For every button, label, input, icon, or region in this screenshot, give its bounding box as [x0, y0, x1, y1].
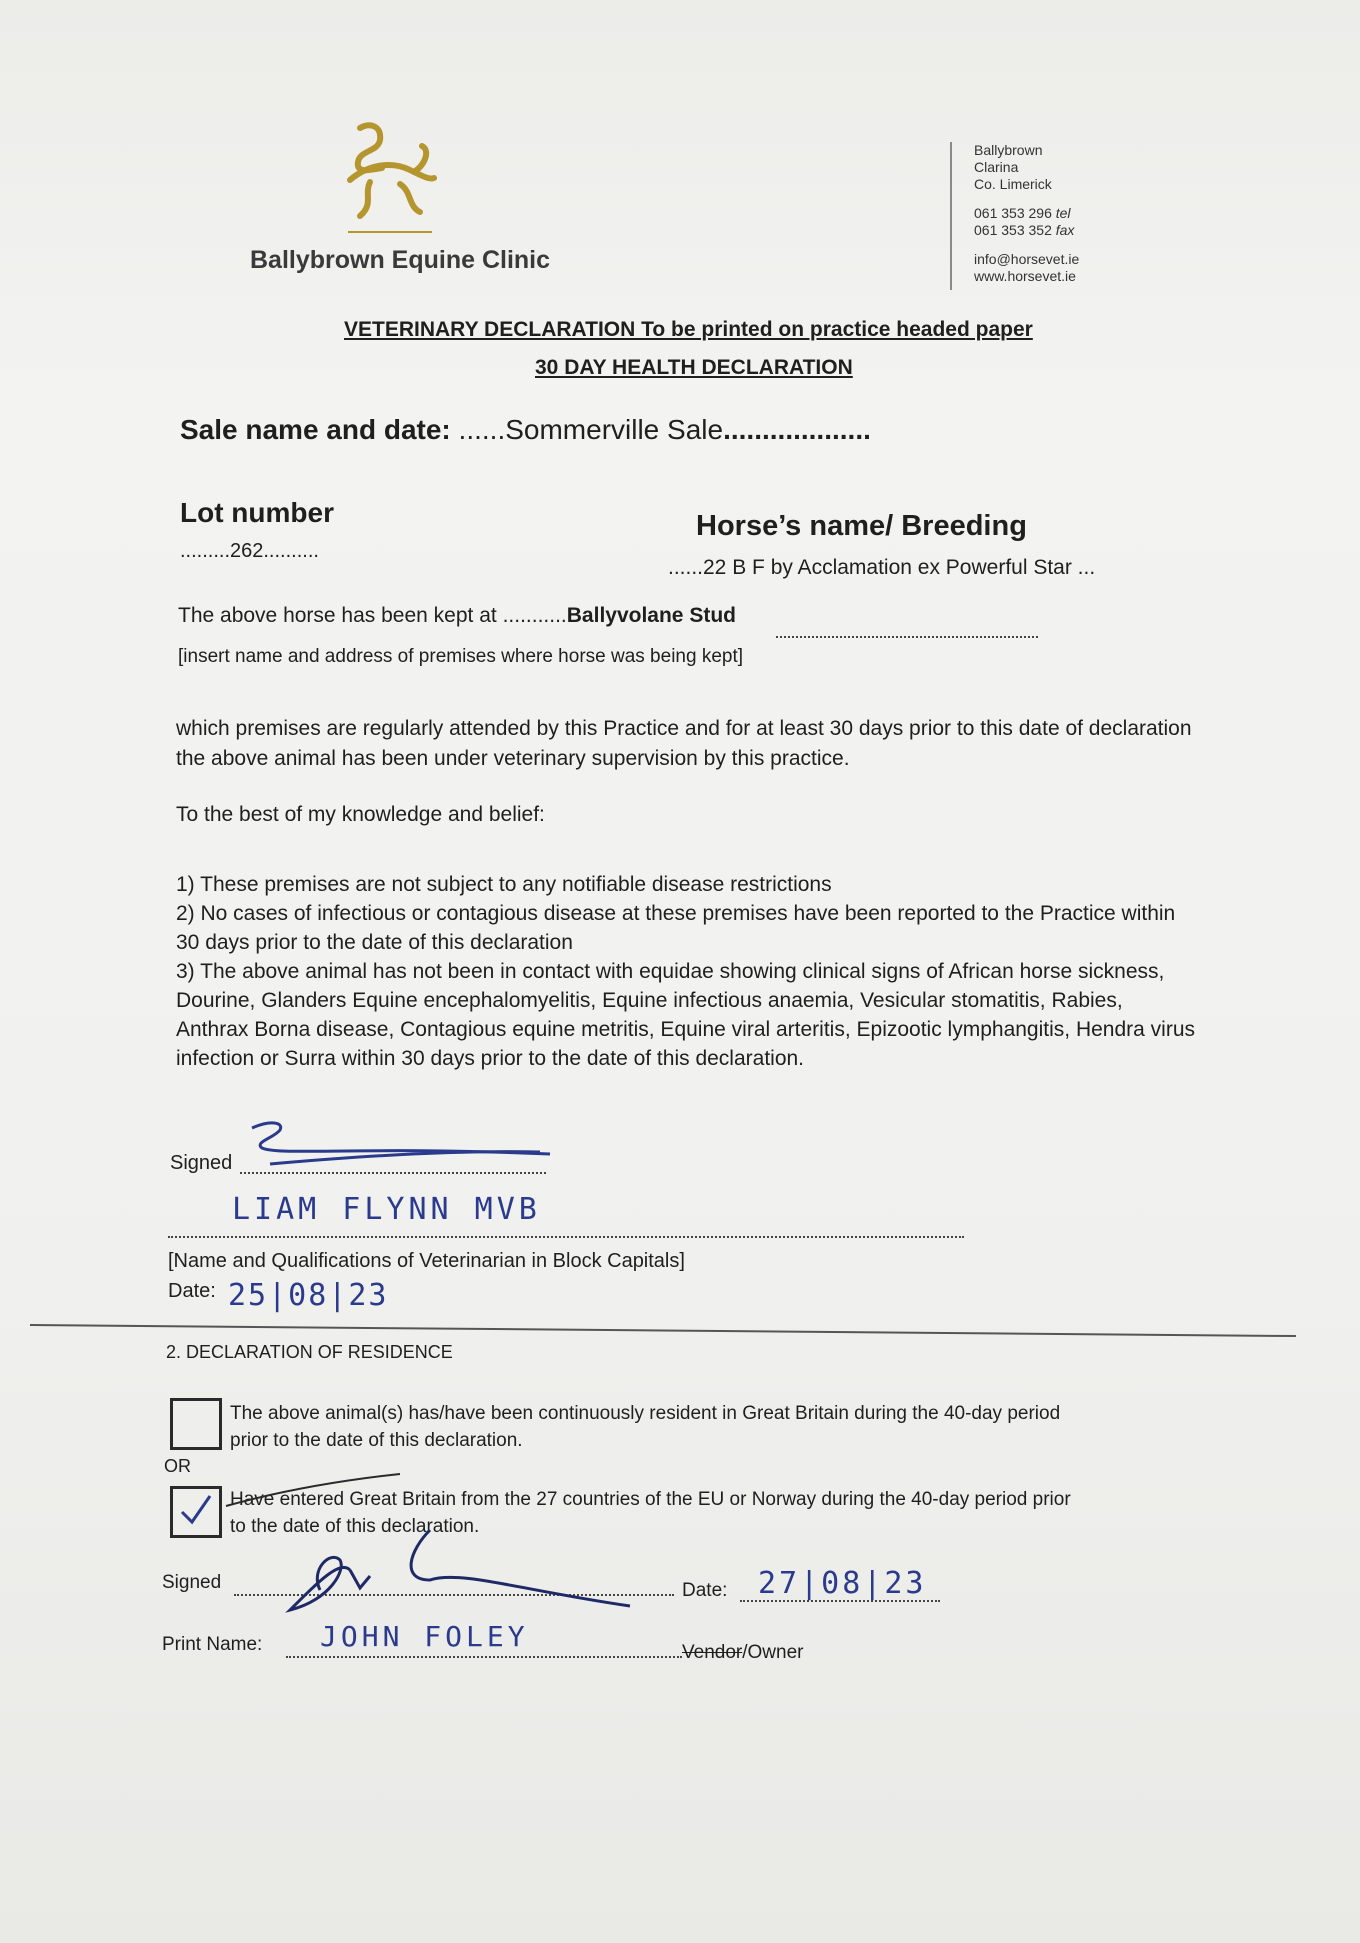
declaration-list [176, 870, 1196, 1073]
vet-name-handwritten: LIAM FLYNN MVB [232, 1192, 541, 1227]
vet-signed-label: Signed [170, 1152, 233, 1174]
vet-name-line [168, 1236, 964, 1238]
clinic-address [950, 142, 1174, 290]
clinic-website: www.horsevet.ie [974, 268, 1076, 284]
vet-date-handwritten: 25|08|23 [228, 1278, 389, 1313]
strike-line-icon [224, 1470, 404, 1510]
address-line: Co. Limerick [974, 176, 1052, 192]
role-owner: /Owner [742, 1642, 804, 1663]
declaration-subtitle: 30 DAY HEALTH DECLARATION [535, 356, 853, 379]
residence-checkbox-1[interactable] [170, 1398, 222, 1450]
list-item: 3) The above animal has not been in contact with equidae showing clinical signs of African horse sickness, Dourine, Glanders Equine encephalomyelitis, Equine infectious anaemia, Vesicular stomatitis, Rabies, Anthrax Borna disease, Contagious equine metritis, Equine viral arteritis, Epizootic lymphangitis, Hendra virus infection or Surra within 30 days prior to the date of this declaration. [176, 960, 1195, 1070]
role-label [682, 1642, 803, 1664]
horse-label: Horse’s name/ Breeding [696, 510, 1027, 542]
sale-trail: ................... [723, 414, 871, 445]
premises-note: [insert name and address of premises where horse was being kept] [178, 646, 744, 667]
premises-line [178, 604, 736, 628]
vet-name-note: [Name and Qualifications of Veterinarian in Block Capitals] [168, 1250, 685, 1272]
owner-date-handwritten: 27|08|23 [758, 1566, 927, 1601]
list-item: 2) No cases of infectious or contagious disease at these premises have been reported to the Practice within 30 days prior to the date of this declaration [176, 902, 1176, 954]
owner-name-handwritten: JOHN FOLEY [320, 1620, 529, 1653]
owner-date-label: Date: [682, 1580, 728, 1601]
print-name-label: Print Name: [162, 1634, 263, 1655]
sale-label: Sale name and date: [180, 414, 451, 445]
sale-line [180, 414, 871, 446]
print-name-line [286, 1656, 682, 1658]
clinic-email: info@horsevet.ie [974, 251, 1080, 267]
premises-dots: ........... [502, 604, 567, 627]
premises-value: Ballyvolane Stud [566, 604, 736, 627]
sale-value: ......Sommerville Sale [458, 414, 724, 445]
belief-statement: To the best of my knowledge and belief: [176, 803, 545, 826]
list-item: 1) These premises are not subject to any notifiable disease restrictions [176, 873, 832, 896]
clinic-name: Ballybrown Equine Clinic [250, 246, 551, 274]
residence-option-1: The above animal(s) has/have been continuously resident in Great Britain during the 40-day period prior to the date of this declaration. [230, 1403, 1061, 1451]
supervision-paragraph: which premises are regularly attended by this Practice and for at least 30 days prior to this date of declaration the above animal has been under veterinary supervision by this practice. [176, 717, 1192, 770]
address-line: Clarina [974, 159, 1019, 175]
horse-value: ......22 B F by Acclamation ex Powerful Star ... [668, 556, 1096, 579]
owner-signature-icon [280, 1510, 640, 1620]
clinic-phone: 061 353 296 tel [974, 205, 1071, 221]
address-line: Ballybrown [974, 142, 1043, 158]
residence-option-2: Have entered Great Britain from the 27 countries of the EU or Norway during the 40-day period prior to the date of this declaration. [230, 1489, 1071, 1537]
residence-heading: 2. DECLARATION OF RESIDENCE [166, 1342, 453, 1362]
vet-signature-icon [240, 1116, 560, 1176]
premises-dotted-line [776, 636, 1038, 638]
lot-label: Lot number [180, 497, 334, 528]
declaration-title: VETERINARY DECLARATION To be printed on practice headed paper [344, 318, 1033, 341]
horse-logo-icon [330, 120, 450, 240]
lot-value: .........262.......... [180, 540, 319, 562]
owner-signed-label: Signed [162, 1572, 222, 1593]
residence-or: OR [164, 1456, 191, 1476]
role-struck: Vendor [682, 1642, 743, 1663]
section-divider [30, 1324, 1296, 1337]
premises-label: The above horse has been kept at [178, 604, 497, 627]
vet-date-label: Date: [168, 1280, 216, 1302]
checkmark-icon [176, 1490, 216, 1530]
clinic-fax: 061 353 352 fax [974, 222, 1075, 238]
